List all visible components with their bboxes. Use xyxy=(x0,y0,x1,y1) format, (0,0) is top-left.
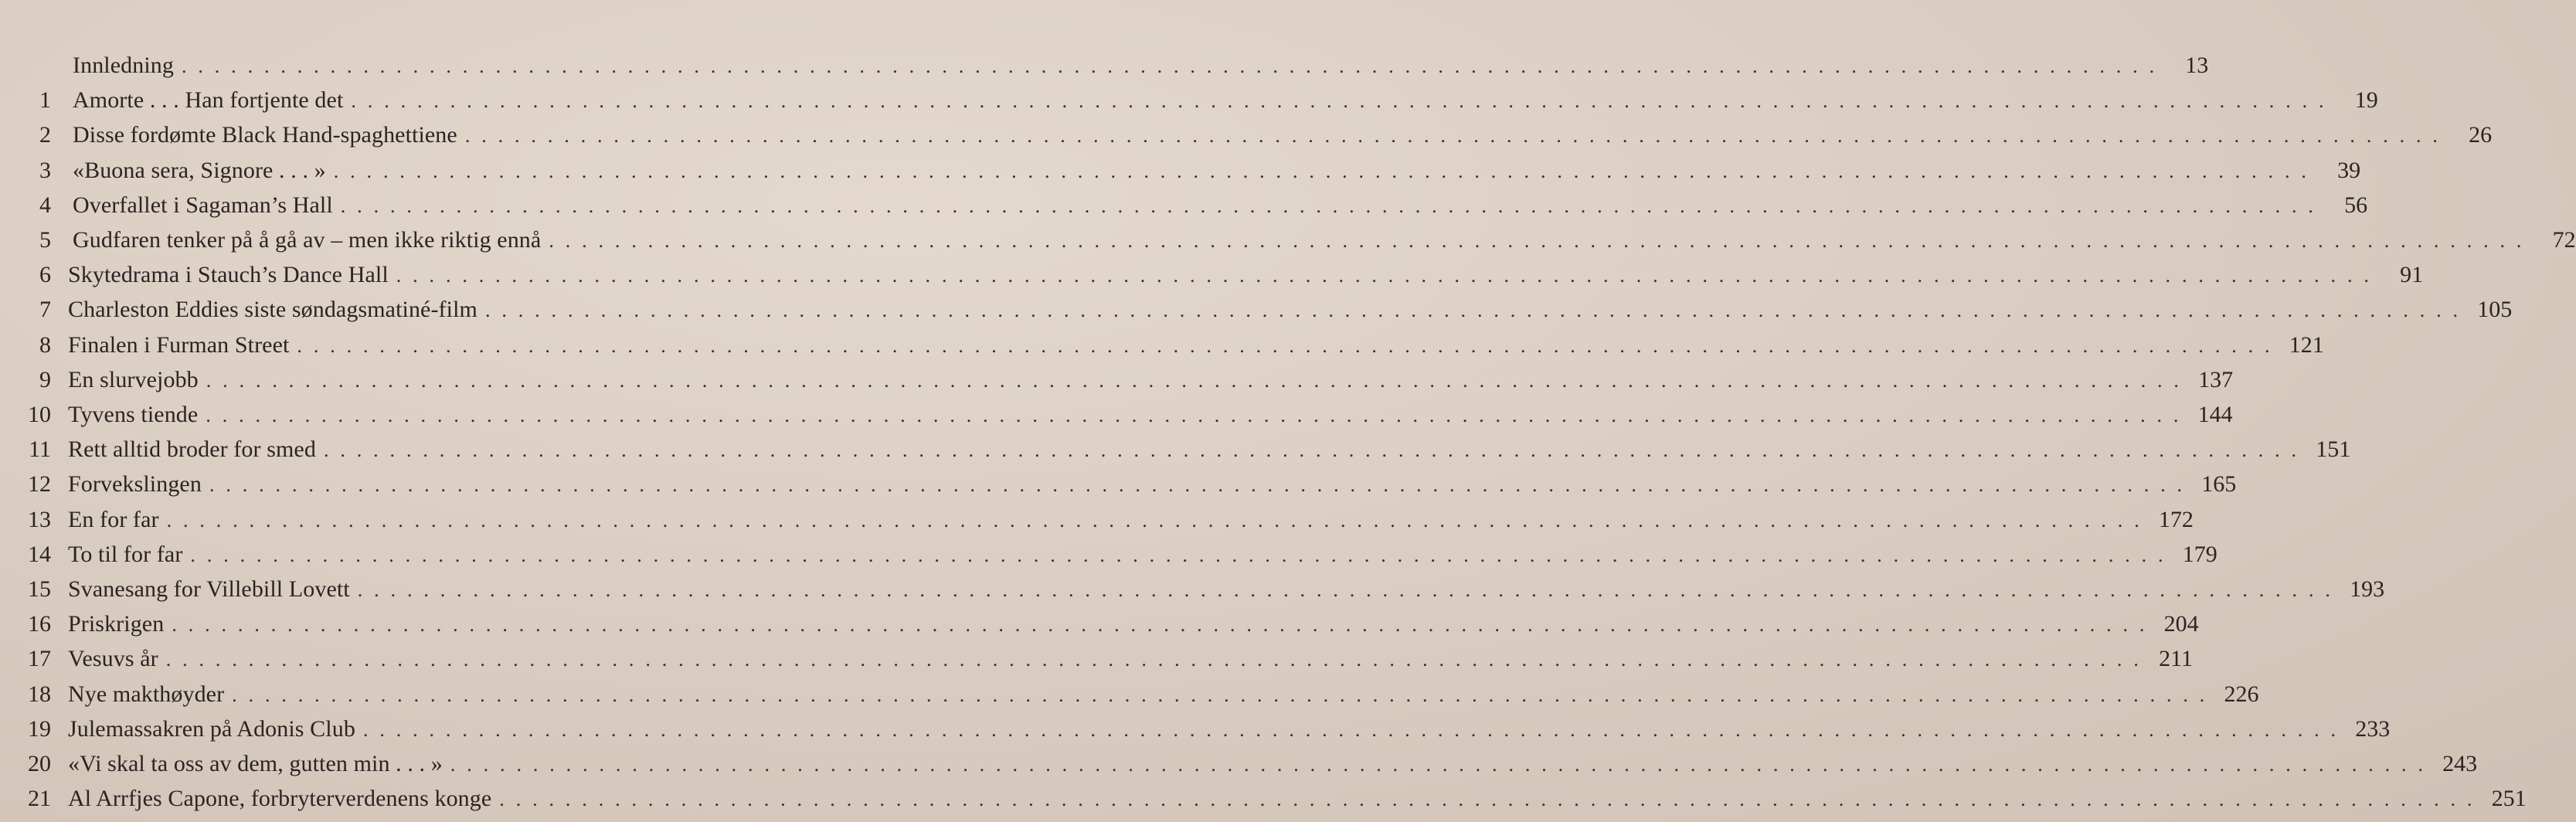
chapter-number: 20 xyxy=(28,751,51,776)
page-number: 165 xyxy=(2201,471,2237,498)
chapter-title: Innledning xyxy=(73,53,174,78)
page-number: 151 xyxy=(2316,436,2351,463)
toc-entry xyxy=(73,188,2368,222)
page-number: 251 xyxy=(2491,786,2527,812)
chapter-title: Amorte . . . Han fortjente det xyxy=(73,87,344,114)
dot-leader: . . . . . . . . . . . . . . . . . . . . . . . . . . . . . . . . . . . . . . . . . . . . . . . . . . . . . . . . . . . . . . . . . . . . . . . . . . . . . . . . . . . . . . . . . . . . . . . . . . . . . . . . . . . . . . . . . . . . . . . . xyxy=(165,648,2143,671)
toc-entry xyxy=(68,572,2385,606)
dot-leader: . . . . . . . . . . . . . . . . . . . . . . . . . . . . . . . . . . . . . . . . . . . . . . . . . . . . . . . . . . . . . . . . . . . . . . . . . . . . . . . . . . . . . . . . . . . . . . . . . . . . . . . . . . . . . . . . . . . . . . . . xyxy=(190,543,2166,566)
page-number: 144 xyxy=(2197,402,2233,427)
toc-entry xyxy=(68,502,2194,537)
toc-row xyxy=(0,712,2391,746)
chapter-number: 16 xyxy=(28,611,51,637)
page-number: 211 xyxy=(2159,646,2194,672)
chapter-number: 12 xyxy=(28,471,51,498)
chapter-number: 21 xyxy=(28,786,51,812)
chapter-number: 19 xyxy=(28,715,51,742)
page-number: 172 xyxy=(2158,506,2194,532)
toc-entry xyxy=(73,48,2209,83)
toc-entry xyxy=(68,606,2199,641)
dot-leader: . . . . . . . . . . . . . . . . . . . . . . . . . . . . . . . . . . . . . . . . . . . . . . . . . . . . . . . . . . . . . . . . . . . . . . . . . . . . . . . . . . . . . . . . . . . . . . . . . . . . . . . . . . . . . . . . . . . . . . . . xyxy=(357,579,2334,601)
dot-leader: . . . . . . . . . . . . . . . . . . . . . . . . . . . . . . . . . . . . . . . . . . . . . . . . . . . . . . . . . . . . . . . . . . . . . . . . . . . . . . . . . . . . . . . . . . . . . . . . . . . . . . . . . . . . . . . . . . . . . . . . xyxy=(484,299,2462,322)
page-number: 204 xyxy=(2163,611,2199,637)
chapter-title: En slurvejobb xyxy=(68,366,199,392)
page-number: 179 xyxy=(2182,541,2217,567)
dot-leader: . . . . . . . . . . . . . . . . . . . . . . . . . . . . . . . . . . . . . . . . . . . . . . . . . . . . . . . . . . . . . . . . . . . . . . . . . . . . . . . . . . . . . . . . . . . . . . . . . . . . . . . . . . . . . . . . . . . . . . . . xyxy=(172,613,2148,637)
toc-row xyxy=(0,328,2324,362)
toc-row xyxy=(0,48,2209,83)
toc-row xyxy=(0,467,2237,501)
toc-entry xyxy=(68,537,2217,572)
chapter-title: Overfallet i Sagaman’s Hall xyxy=(73,192,333,218)
chapter-number: 6 xyxy=(39,262,51,288)
dot-leader: . . . . . . . . . . . . . . . . . . . . . . . . . . . . . . . . . . . . . . . . . . . . . . . . . . . . . . . . . . . . . . . . . . . . . . . . . . . . . . . . . . . . . . . . . . . . . . . . . . . . . . . . . . . . . . . . . . . . . . . . xyxy=(206,404,2182,426)
page-number: 56 xyxy=(2344,192,2368,218)
chapter-title: Forvekslingen xyxy=(68,471,202,498)
chapter-number: 10 xyxy=(28,402,51,427)
toc-row xyxy=(0,292,2513,327)
dot-leader: . . . . . . . . . . . . . . . . . . . . . . . . . . . . . . . . . . . . . . . . . . . . . . . . . . . . . . . . . . . . . . . . . . . . . . . . . . . . . . . . . . . . . . . . . . . . . . . . . . . . . . . . . . . . . . . . . . . . . . . . xyxy=(340,194,2317,217)
chapter-number: 5 xyxy=(39,227,51,253)
chapter-title: Vesuvs år xyxy=(68,646,158,672)
dot-leader: . . . . . . . . . . . . . . . . . . . . . . . . . . . . . . . . . . . . . . . . . . . . . . . . . . . . . . . . . . . . . . . . . . . . . . . . . . . . . . . . . . . . . . . . . . . . . . . . . . . . . . . . . . . . . . . . . . . . . . . . xyxy=(450,753,2427,776)
toc-entry xyxy=(68,677,2259,712)
toc-row xyxy=(0,222,2576,257)
page-number: 13 xyxy=(2185,53,2209,78)
toc-entry xyxy=(68,362,2234,397)
toc-entry xyxy=(73,83,2378,117)
chapter-number: 9 xyxy=(39,366,51,392)
toc-entry xyxy=(73,222,2576,257)
toc-entry xyxy=(68,432,2351,467)
toc-row xyxy=(0,572,2385,606)
chapter-title: Julemassakren på Adonis Club xyxy=(68,715,355,742)
dot-leader: . . . . . . . . . . . . . . . . . . . . . . . . . . . . . . . . . . . . . . . . . . . . . . . . . . . . . . . . . . . . . . . . . . . . . . . . . . . . . . . . . . . . . . . . . . . . . . . . . . . . . . . . . . . . . . . . . . . . . . . . xyxy=(464,124,2442,148)
page-number: 137 xyxy=(2198,366,2234,392)
chapter-title: Finalen i Furman Street xyxy=(68,331,290,358)
chapter-number: 1 xyxy=(39,87,51,114)
dot-leader: . . . . . . . . . . . . . . . . . . . . . . . . . . . . . . . . . . . . . . . . . . . . . . . . . . . . . . . . . . . . . . . . . . . . . . . . . . . . . . . . . . . . . . . . . . . . . . . . . . . . . . . . . . . . . . . . . . . . . . . . xyxy=(181,55,2158,77)
toc-entry xyxy=(68,328,2324,362)
chapter-number: 4 xyxy=(39,192,51,218)
chapter-number: 17 xyxy=(28,646,51,672)
dot-leader: . . . . . . . . . . . . . . . . . . . . . . . . . . . . . . . . . . . . . . . . . . . . . . . . . . . . . . . . . . . . . . . . . . . . . . . . . . . . . . . . . . . . . . . . . . . . . . . . . . . . . . . . . . . . . . . . . . . . . . . . xyxy=(351,90,2327,113)
chapter-title: En for far xyxy=(68,506,159,532)
chapter-title: Skytedrama i Stauch’s Dance Hall xyxy=(68,262,389,288)
dot-leader: . . . . . . . . . . . . . . . . . . . . . . . . . . . . . . . . . . . . . . . . . . . . . . . . . . . . . . . . . . . . . . . . . . . . . . . . . . . . . . . . . . . . . . . . . . . . . . . . . . . . . . . . . . . . . . . . . . . . . . . . xyxy=(166,508,2143,532)
page-number: 39 xyxy=(2337,157,2361,183)
chapter-title: «Vi skal ta oss av dem, gutten min . . . » xyxy=(68,751,443,776)
page-number: 19 xyxy=(2354,87,2378,114)
dot-leader: . . . . . . . . . . . . . . . . . . . . . . . . . . . . . . . . . . . . . . . . . . . . . . . . . . . . . . . . . . . . . . . . . . . . . . . . . . . . . . . . . . . . . . . . . . . . . . . . . . . . . . . . . . . . . . . . . . . . . . . . xyxy=(232,683,2208,706)
toc-entry xyxy=(68,781,2527,816)
chapter-title: «Buona sera, Signore . . . » xyxy=(73,157,326,183)
chapter-number: 3 xyxy=(39,157,51,183)
chapter-title: Nye makthøyder xyxy=(68,681,225,707)
chapter-title: Al Arrfjes Capone, forbryterverdenens konge xyxy=(68,786,492,812)
dot-leader: . . . . . . . . . . . . . . . . . . . . . . . . . . . . . . . . . . . . . . . . . . . . . . . . . . . . . . . . . . . . . . . . . . . . . . . . . . . . . . . . . . . . . . . . . . . . . . . . . . . . . . . . . . . . . . . . . . . . . . . . xyxy=(333,159,2310,182)
chapter-title: Tyvens tiende xyxy=(68,402,199,427)
chapter-number: 2 xyxy=(39,122,51,148)
chapter-title: Svanesang for Villebill Lovett xyxy=(68,576,350,602)
toc-row xyxy=(0,397,2233,432)
toc-row xyxy=(0,117,2493,152)
page-number: 193 xyxy=(2350,576,2385,602)
toc-entry xyxy=(68,467,2237,501)
toc-row xyxy=(0,746,2478,781)
toc-row xyxy=(0,83,2378,117)
chapter-title: To til for far xyxy=(68,541,183,567)
chapter-number: 18 xyxy=(28,681,51,707)
dot-leader: . . . . . . . . . . . . . . . . . . . . . . . . . . . . . . . . . . . . . . . . . . . . . . . . . . . . . . . . . . . . . . . . . . . . . . . . . . . . . . . . . . . . . . . . . . . . . . . . . . . . . . . . . . . . . . . . . . . . . . . . xyxy=(499,788,2476,811)
toc-row xyxy=(0,362,2234,397)
toc-row xyxy=(0,153,2361,188)
toc-entry xyxy=(68,746,2478,781)
page-number: 243 xyxy=(2442,751,2478,776)
chapter-number: 8 xyxy=(39,331,51,358)
toc-row xyxy=(0,677,2259,712)
chapter-number: 15 xyxy=(28,576,51,602)
dot-leader: . . . . . . . . . . . . . . . . . . . . . . . . . . . . . . . . . . . . . . . . . . . . . . . . . . . . . . . . . . . . . . . . . . . . . . . . . . . . . . . . . . . . . . . . . . . . . . . . . . . . . . . . . . . . . . . . . . . . . . . . xyxy=(362,718,2340,741)
toc-entry xyxy=(68,397,2233,432)
chapter-number: 14 xyxy=(28,541,51,567)
page-number: 91 xyxy=(2400,262,2424,288)
toc-entry xyxy=(68,641,2194,676)
chapter-title: Gudfaren tenker på å gå av – men ikke riktig ennå xyxy=(73,227,542,253)
page-number: 233 xyxy=(2355,715,2391,742)
chapter-title: Charleston Eddies siste søndagsmatiné-film xyxy=(68,297,477,323)
chapter-number: 7 xyxy=(39,297,51,323)
toc-row xyxy=(0,432,2351,467)
toc-entry xyxy=(68,292,2513,327)
toc-entry xyxy=(68,257,2424,292)
toc-row xyxy=(0,502,2194,537)
page-number: 72 xyxy=(2552,227,2576,253)
toc-row xyxy=(0,606,2199,641)
chapter-number: 11 xyxy=(29,436,51,463)
chapter-title: Priskrigen xyxy=(68,611,165,637)
dot-leader: . . . . . . . . . . . . . . . . . . . . . . . . . . . . . . . . . . . . . . . . . . . . . . . . . . . . . . . . . . . . . . . . . . . . . . . . . . . . . . . . . . . . . . . . . . . . . . . . . . . . . . . . . . . . . . . . . . . . . . . . xyxy=(209,474,2186,497)
page-number: 121 xyxy=(2289,331,2324,358)
chapter-number: 13 xyxy=(28,506,51,532)
dot-leader: . . . . . . . . . . . . . . . . . . . . . . . . . . . . . . . . . . . . . . . . . . . . . . . . . . . . . . . . . . . . . . . . . . . . . . . . . . . . . . . . . . . . . . . . . . . . . . . . . . . . . . . . . . . . . . . . . . . . . . . . xyxy=(323,439,2300,462)
toc-entry xyxy=(73,153,2361,188)
toc-entry xyxy=(68,712,2391,746)
chapter-title: Rett alltid broder for smed xyxy=(68,436,316,463)
dot-leader: . . . . . . . . . . . . . . . . . . . . . . . . . . . . . . . . . . . . . . . . . . . . . . . . . . . . . . . . . . . . . . . . . . . . . . . . . . . . . . . . . . . . . . . . . . . . . . . . . . . . . . . . . . . . . . . . . . . . . . . . xyxy=(297,334,2273,357)
toc-entry xyxy=(73,117,2493,152)
dot-leader: . . . . . . . . . . . . . . . . . . . . . . . . . . . . . . . . . . . . . . . . . . . . . . . . . . . . . . . . . . . . . . . . . . . . . . . . . . . . . . . . . . . . . . . . . . . . . . . . . . . . . . . . . . . . . . . . . . . . . . . . xyxy=(549,229,2525,252)
dot-leader: . . . . . . . . . . . . . . . . . . . . . . . . . . . . . . . . . . . . . . . . . . . . . . . . . . . . . . . . . . . . . . . . . . . . . . . . . . . . . . . . . . . . . . . . . . . . . . . . . . . . . . . . . . . . . . . . . . . . . . . . xyxy=(206,369,2183,392)
toc-row xyxy=(0,781,2527,816)
toc-row xyxy=(0,537,2217,572)
chapter-title: Disse fordømte Black Hand-spaghettiene xyxy=(73,122,457,148)
toc-row xyxy=(0,641,2194,676)
page-number: 26 xyxy=(2469,122,2493,148)
toc-row xyxy=(0,188,2368,222)
dot-leader: . . . . . . . . . . . . . . . . . . . . . . . . . . . . . . . . . . . . . . . . . . . . . . . . . . . . . . . . . . . . . . . . . . . . . . . . . . . . . . . . . . . . . . . . . . . . . . . . . . . . . . . . . . . . . . . . . . . . . . . . xyxy=(396,264,2373,287)
toc-row xyxy=(0,257,2424,292)
page-number: 226 xyxy=(2224,681,2259,707)
page-number: 105 xyxy=(2477,297,2513,323)
